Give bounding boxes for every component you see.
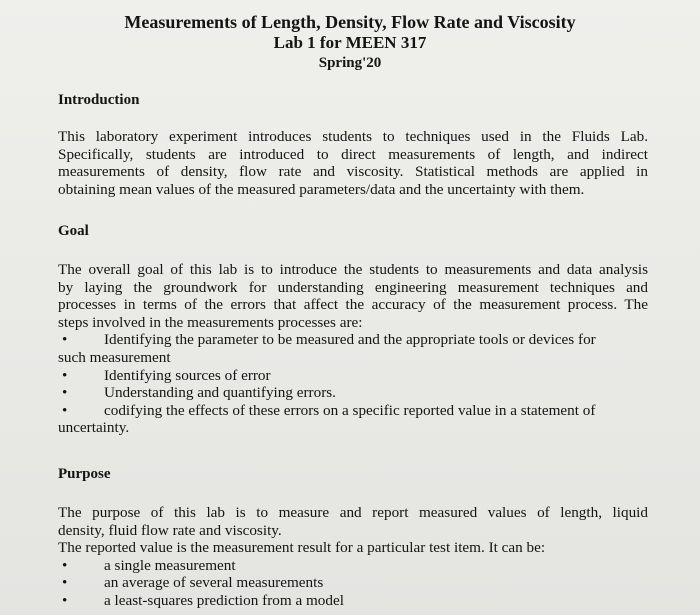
purpose-bullet-item — [58, 574, 648, 592]
purpose-heading: Purpose — [58, 466, 111, 482]
introduction-paragraph — [58, 128, 648, 198]
bullet-dot: • — [62, 401, 68, 419]
goal-bullet-continuation: such measurement — [58, 348, 171, 366]
bullet-dot: • — [62, 574, 68, 592]
bullet-dot: • — [62, 384, 68, 402]
goal-bullet-text: Identifying sources of error — [104, 366, 271, 384]
purpose-line: The purpose of this lab is to measure and report measured values of length, liquid — [58, 504, 648, 521]
document-term: Spring'20 — [318, 55, 382, 71]
purpose-bullet-item — [58, 557, 648, 575]
goal-heading: Goal — [58, 223, 89, 239]
goal-bullet-text: codifying the effects of these errors on a specific reported value in a statement of — [104, 401, 596, 419]
purpose-bullet-text: a single measurement — [104, 556, 236, 574]
purpose-paragraph — [58, 504, 648, 610]
goal-line: The overall goal of this lab is to introduce the students to measurements and data analysis — [58, 261, 648, 278]
purpose-bullet-text: an average of several measurements — [104, 574, 324, 592]
bullet-dot: • — [62, 331, 68, 349]
purpose-bullet-text: a least-squares prediction from a model — [104, 591, 344, 609]
purpose-line: density, fluid flow rate and viscosity. — [58, 521, 282, 539]
title-block — [0, 12, 700, 74]
bullet-dot: • — [62, 591, 68, 609]
purpose-bullet-item — [58, 592, 648, 610]
goal-line: steps involved in the measurements processes are: — [58, 313, 363, 331]
bullet-dot: • — [62, 556, 68, 574]
goal-bullet-item — [58, 402, 648, 420]
introduction-heading: Introduction — [58, 92, 140, 108]
goal-bullet-item — [58, 367, 648, 385]
introduction-line: obtaining mean values of the measured parameters/data and the uncertainty with them. — [58, 180, 585, 198]
goal-bullet-text: Identifying the parameter to be measured and the appropriate tools or devices for — [104, 331, 596, 349]
goal-bullet-text: Understanding and quantifying errors. — [104, 384, 336, 402]
goal-bullet-item — [58, 331, 648, 349]
goal-bullet-item — [58, 384, 648, 402]
document-title: Measurements of Length, Density, Flow Rate and Viscosity — [124, 12, 576, 32]
document-subtitle: Lab 1 for MEEN 317 — [273, 32, 427, 52]
goal-bullet-continuation: uncertainty. — [58, 419, 130, 437]
introduction-line: Specifically, students are introduced to direct measurements of length, and indirect — [58, 145, 648, 163]
bullet-dot: • — [62, 366, 68, 384]
goal-line: by laying the groundwork for understanding engineering measurement techniques and — [58, 278, 648, 296]
introduction-line: measurements of density, flow rate and viscosity. Statistical methods are applied in — [58, 163, 648, 181]
purpose-reported-line: The reported value is the measurement result for a particular test item. It can be: — [58, 539, 546, 557]
goal-line: processes in terms of the errors that affect the accuracy of the measurement process. The — [58, 296, 648, 314]
goal-paragraph — [58, 261, 648, 437]
introduction-line: This laboratory experiment introduces students to techniques used in the Fluids Lab. — [58, 128, 648, 145]
